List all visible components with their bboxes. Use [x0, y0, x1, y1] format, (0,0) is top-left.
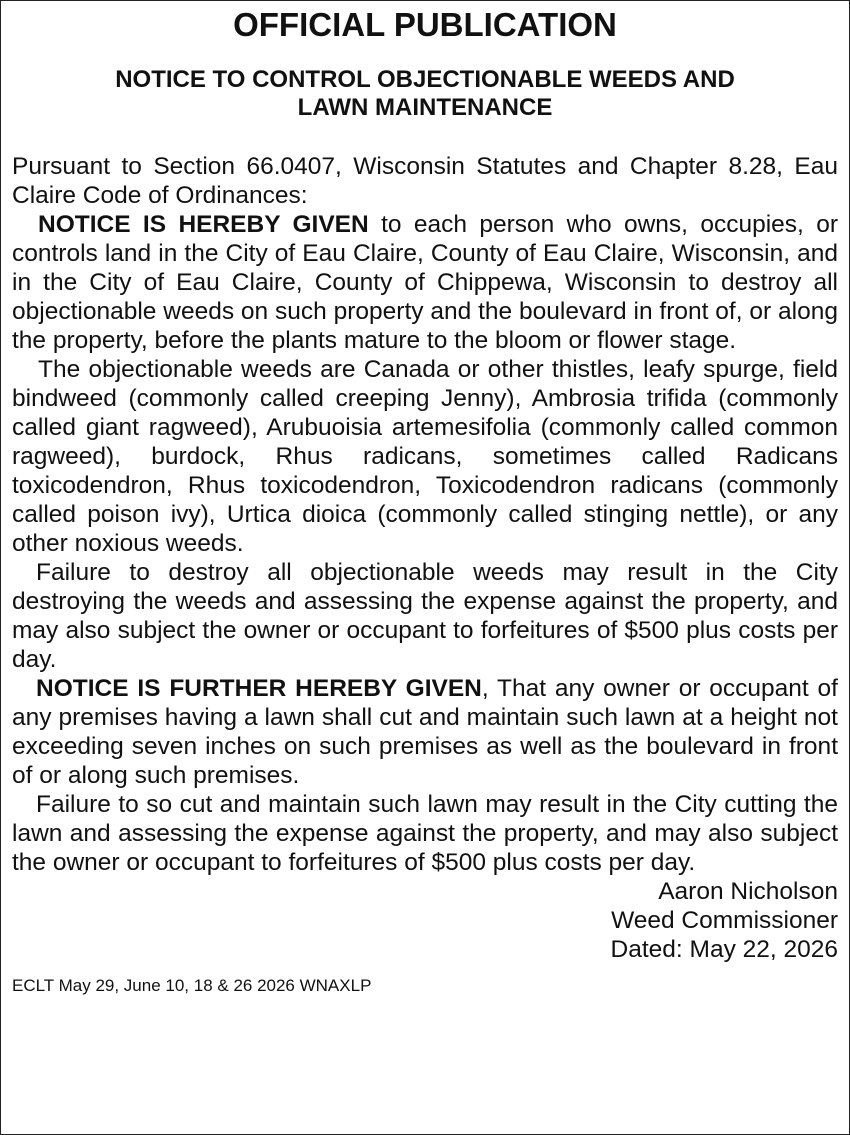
paragraph-lawn-penalty: Failure to so cut and maintain such lawn may result in the City cutting the lawn and assessing the expense against the property, and may also subject the owner or occupant to forfeitures of $500 plus costs per day. [12, 791, 838, 876]
paragraph-weed-penalty: Failure to destroy all objectionable weeds may result in the City destroying the weeds and assessing the expense against the property, and may also subject the owner or occupant to forfeitures of $500 plus costs per day. [12, 559, 838, 673]
publication-info: ECLT May 29, June 10, 18 & 26 2026 WNAXLP [12, 976, 372, 995]
notice-given-text: to each person who owns, occupies, or controls land in the City of Eau Claire, County of Eau Claire, Wisconsin, and in the City of Eau Claire, County of Chippewa, Wisconsin to destroy all objectionable weeds on such property and the boulevard in front of, or along the property, before the plants mature to the bloom or flower stage. [12, 211, 838, 354]
signer-name: Aaron Nicholson [658, 878, 838, 905]
notice-title [12, 66, 838, 122]
intro-paragraph: Pursuant to Section 66.0407, Wisconsin Statutes and Chapter 8.28, Eau Claire Code of Ordinances: [12, 153, 838, 209]
notice-title-line1: NOTICE TO CONTROL OBJECTIONABLE WEEDS AND [115, 66, 735, 93]
notice-title-line2: LAWN MAINTENANCE [297, 94, 553, 121]
notice-body [12, 152, 838, 877]
further-notice-lead: NOTICE IS FURTHER HEREBY GIVEN [36, 675, 482, 702]
paragraph-notice-given [12, 210, 838, 355]
paragraph-weed-list: The objectionable weeds are Canada or other thistles, leafy spurge, field bindweed (commonly called creeping Jenny), Ambrosia trifida (commonly called giant ragweed), Arubuoisia artemesifolia (commonly called common ragweed), burdock, Rhus radicans, sometimes called Radicans toxicodendron, Rhus toxicodendron, Toxicodendron radicans (commonly called poison ivy), Urtica dioica (commonly called stinging nettle), or any other noxious weeds. [12, 356, 838, 557]
paragraph-further-notice [12, 674, 838, 790]
signer-title: Weed Commissioner [611, 907, 838, 934]
publication-title: OFFICIAL PUBLICATION [233, 6, 617, 43]
signature-date: Dated: May 22, 2026 [610, 936, 838, 963]
signature-block [12, 877, 838, 964]
notice-given-lead: NOTICE IS HEREBY GIVEN [38, 211, 369, 238]
further-notice-text: , That any owner or occupant of any premises having a lawn shall cut and maintain such lawn at a height not exceeding seven inches on such premises as well as the boulevard in front of or along such premises. [12, 675, 838, 789]
